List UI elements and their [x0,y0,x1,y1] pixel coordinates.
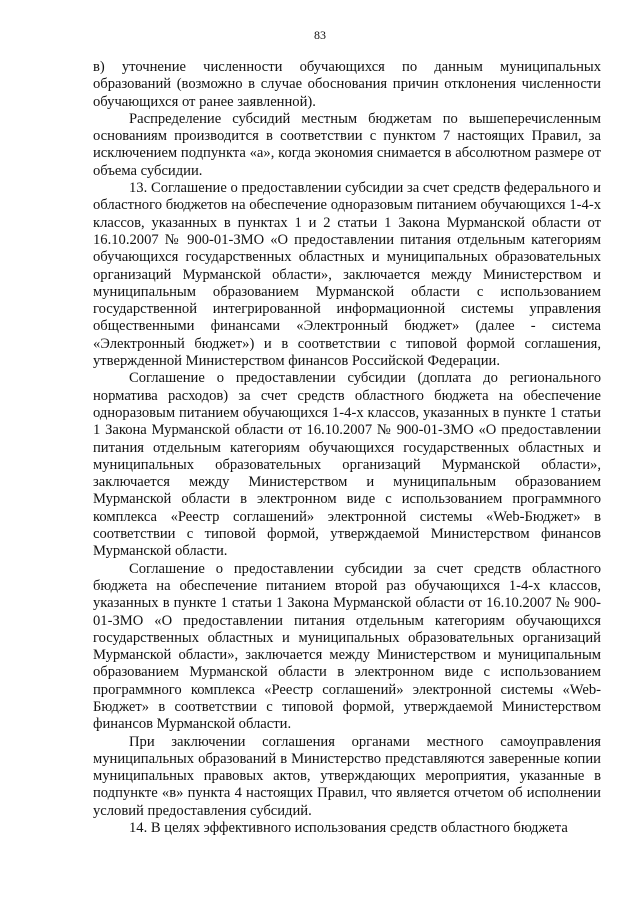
page-number: 83 [314,28,326,42]
paragraph-7: 14. В целях эффективного использования средств областного бюджета [129,820,568,837]
paragraph-1: в) уточнение численности обучающихся по данным муниципальных образований (возможно в случае обоснования причин отклонения численности обучающихся от ранее заявленной). [93,59,601,110]
paragraph-4: Соглашение о предоставлении субсидии (доплата до регионального норматива расходов) за счет средств областного бюджета на обеспечение одноразовым питанием обучающихся 1-4-х классов, указанных в пункте 1 статьи 1 Закона Мурманской области от 16.10.2007 № 900-01-ЗМО «О предоставлении питания отдельным категориям обучающихся государственных областных и муниципальных образовательных организаций Мурманской области», заключается между Министерством и муниципальным образованием Мурманской области в электронном виде с использованием программного комплекса «Реестр соглашений» электронной системы «Web-Бюджет» в соответствии с типовой формой, утверждаемой Министерством финансов Мурманской области. [93,370,601,560]
paragraph-6: При заключении соглашения органами местного самоуправления муниципальных образований в Министерство представляются заверенные копии муниципальных правовых актов, утверждающих мероприятия, указанные в подпункте «в» пункта 4 настоящих Правил, что является отчетом об исполнении условий предоставления субсидий. [93,733,601,819]
paragraph-2: Распределение субсидий местным бюджетам по вышеперечисленным основаниям производится в соответствии с пунктом 7 настоящих Правил, за исключением подпункта «а», когда экономия снимается в абсолютном размере от объема субсидии. [93,110,601,179]
document-body [93,59,601,837]
paragraph-3: 13. Соглашение о предоставлении субсидии за счет средств федерального и областного бюджетов на обеспечение одноразовым питанием обучающихся 1-4-х классов, указанных в пунктах 1 и 2 статьи 1 Закона Мурманской области от 16.10.2007 № 900-01-ЗМО «О предоставлении питания отдельным категориям обучающихся государственных областных и муниципальных образовательных организаций Мурманской области», заключается между Министерством и муниципальным образованием Мурманской области с использованием государственной интегрированной информационной системы управления общественными финансами «Электронный бюджет» (далее - система «Электронный бюджет») и в соответствии с типовой формой соглашения, утвержденной Министерством финансов Российской Федерации. [93,180,601,370]
paragraph-5: Соглашение о предоставлении субсидии за счет средств областного бюджета на обеспечение питанием второй раз обучающихся 1-4-х классов, указанных в пункте 1 статьи 1 Закона Мурманской области от 16.10.2007 № 900-01-ЗМО «О предоставлении питания отдельным категориям обучающихся государственных областных и муниципальных образовательных организаций Мурманской области», заключается между Министерством и муниципальным образованием Мурманской области в электронном виде с использованием программного комплекса «Реестр соглашений» электронной системы «Web-Бюджет» в соответствии с типовой формой, утверждаемой Министерством финансов Мурманской области. [93,560,601,733]
